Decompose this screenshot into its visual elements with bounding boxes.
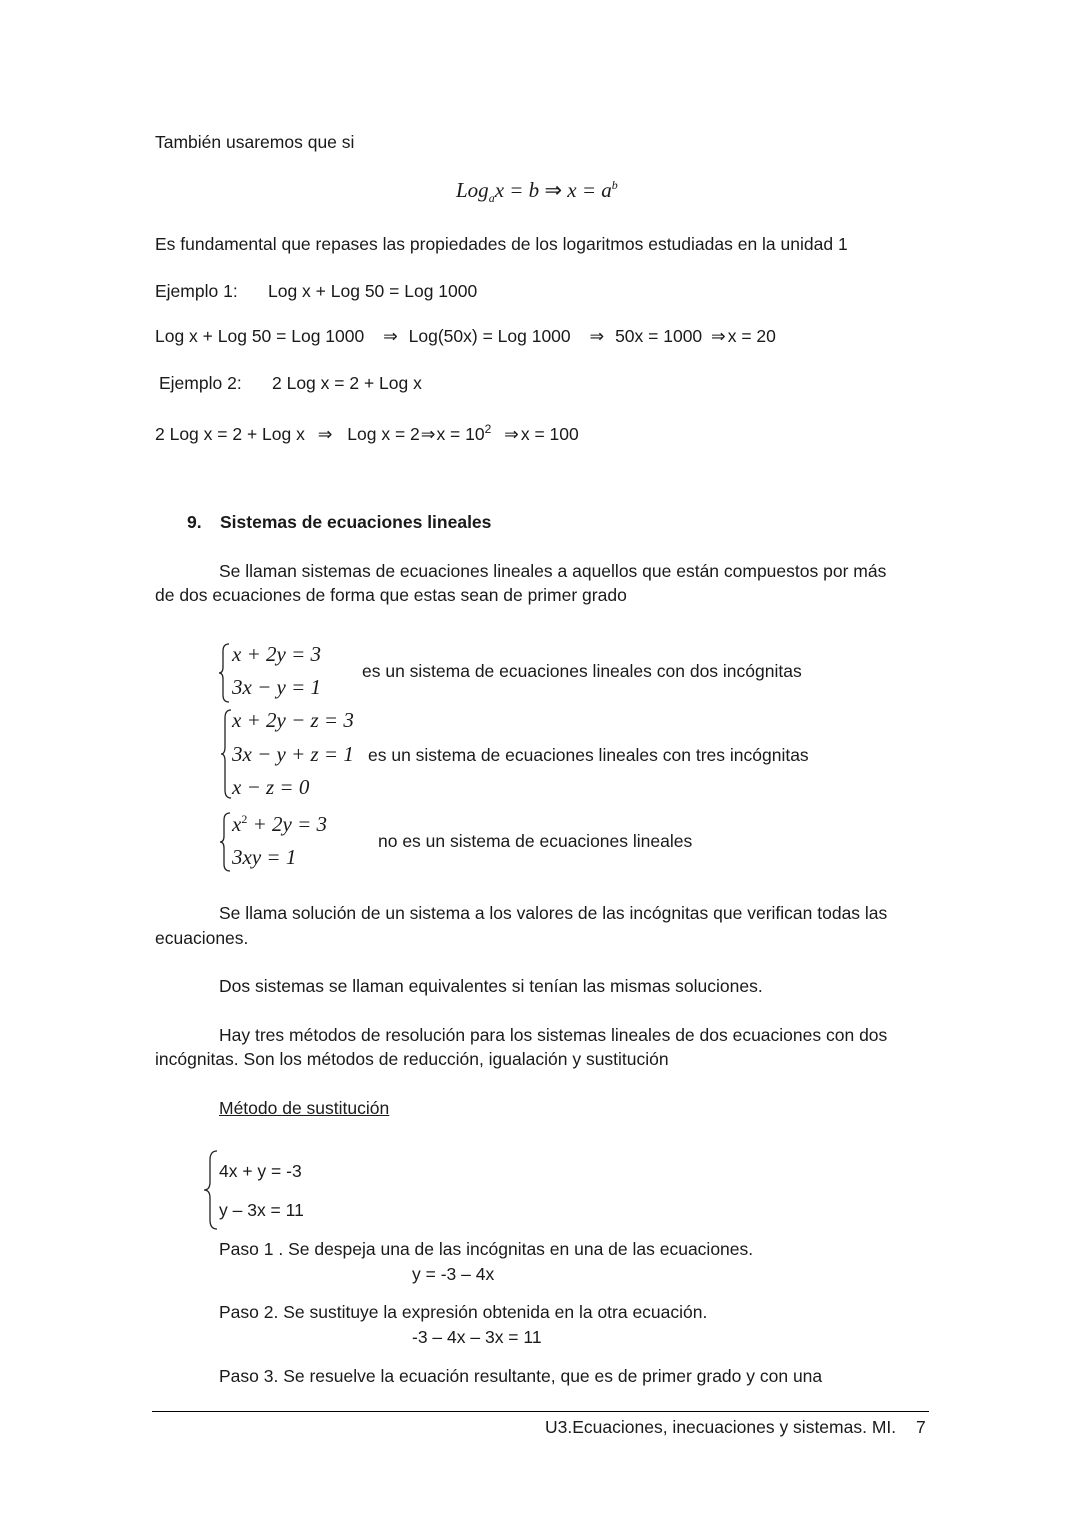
brace-icon: [219, 643, 231, 703]
ex1-step-1: Log x + Log 50 = Log 1000: [155, 326, 365, 346]
ex2-step-4: x = 100: [520, 423, 579, 444]
subs-eq-2: y – 3x = 11: [219, 1200, 304, 1220]
system-2-description: es un sistema de ecuaciones lineales con tres incógnitas: [368, 745, 809, 765]
intro-text: También usaremos que si: [155, 132, 355, 152]
definition-line-1: Se llaman sistemas de ecuaciones lineales a aquellos que están compuestos por más: [219, 561, 887, 581]
fundamental-text: Es fundamental que repases las propiedades de los logaritmos estudiadas en la unidad 1: [155, 234, 848, 254]
example-2-label: Ejemplo 2:: [159, 373, 242, 393]
system-3-eq-1: $x^2 + 2y = 3$: [232, 812, 327, 836]
system-2-eq-3: x − z = 0: [232, 775, 310, 799]
footer-text: U3.Ecuaciones, inecuaciones y sistemas. MI.: [545, 1417, 897, 1437]
log-formula-arrow: ⇒: [544, 178, 563, 202]
system-3-eq-2: 3xy = 1: [232, 845, 297, 869]
system-1-description: es un sistema de ecuaciones lineales con dos incógnitas: [362, 661, 802, 681]
log-formula-exp: b: [611, 178, 618, 192]
arrow-icon: ⇒: [711, 326, 726, 346]
step-3-text: Paso 3. Se resuelve la ecuación resultante, que es de primer grado y con una: [219, 1366, 823, 1386]
ex2-step-3: x = 10: [436, 423, 485, 444]
brace-icon: [203, 1150, 219, 1230]
methods-line-1: Hay tres métodos de resolución para los sistemas lineales de dos ecuaciones con dos: [219, 1025, 888, 1045]
subs-eq-1: 4x + y = -3: [219, 1161, 302, 1181]
system-1-eq-1: x + 2y = 3: [232, 642, 321, 666]
solution-line-2: ecuaciones.: [155, 928, 249, 948]
step-1-equation: y = -3 – 4x: [412, 1264, 495, 1284]
ex2-step-2: Log x = 2: [347, 423, 420, 444]
brace-icon: [220, 812, 232, 872]
method-title: Método de sustitución: [219, 1098, 390, 1118]
log-formula-lhs: Log: [456, 178, 489, 202]
arrow-icon: ⇒: [504, 423, 519, 444]
arrow-icon: ⇒: [589, 326, 605, 346]
log-formula-arg: x = b: [494, 178, 540, 202]
example-2-solution: [155, 417, 579, 446]
ex1-step-3: 50x = 1000: [615, 326, 703, 346]
ex1-step-2: Log(50x) = Log 1000: [408, 326, 571, 346]
log-formula: [456, 178, 618, 206]
arrow-icon: ⇒: [383, 326, 398, 346]
section-number: 9.: [187, 512, 202, 532]
step-2-equation: -3 – 4x – 3x = 11: [412, 1327, 542, 1347]
system-2-eq-2: 3x − y + z = 1: [232, 742, 354, 766]
definition-line-2: de dos ecuaciones de forma que estas sean de primer grado: [155, 585, 627, 605]
ex2-step-1: 2 Log x = 2 + Log x: [155, 423, 305, 444]
example-1-solution: [155, 324, 776, 348]
log-formula-base: a: [488, 191, 495, 206]
step-2-text: Paso 2. Se sustituye la expresión obtenida en la otra ecuación.: [219, 1302, 708, 1322]
footer-divider: [152, 1411, 929, 1412]
arrow-icon: ⇒: [317, 423, 333, 444]
log-formula-rhs: x = a: [567, 178, 612, 202]
ex1-step-4: x = 20: [727, 326, 776, 346]
step-1-text: Paso 1 . Se despeja una de las incógnitas en una de las ecuaciones.: [219, 1239, 754, 1259]
ex2-exponent: 2: [484, 422, 492, 436]
system-2-eq-1: x + 2y − z = 3: [232, 708, 354, 732]
section-title: Sistemas de ecuaciones lineales: [220, 512, 492, 532]
example-1-equation: Log x + Log 50 = Log 1000: [268, 281, 478, 301]
page-number: 7: [916, 1417, 926, 1437]
arrow-icon: ⇒: [420, 423, 436, 444]
equivalent-text: Dos sistemas se llaman equivalentes si tenían las mismas soluciones.: [219, 976, 763, 996]
methods-line-2: incógnitas. Son los métodos de reducción, igualación y sustitución: [155, 1049, 669, 1069]
solution-line-1: Se llama solución de un sistema a los valores de las incógnitas que verifican todas las: [219, 903, 888, 923]
example-1-label: Ejemplo 1:: [155, 281, 238, 301]
example-2-equation: 2 Log x = 2 + Log x: [272, 373, 422, 393]
system-1-eq-2: 3x − y = 1: [232, 675, 321, 699]
system-3-description: no es un sistema de ecuaciones lineales: [378, 831, 693, 851]
